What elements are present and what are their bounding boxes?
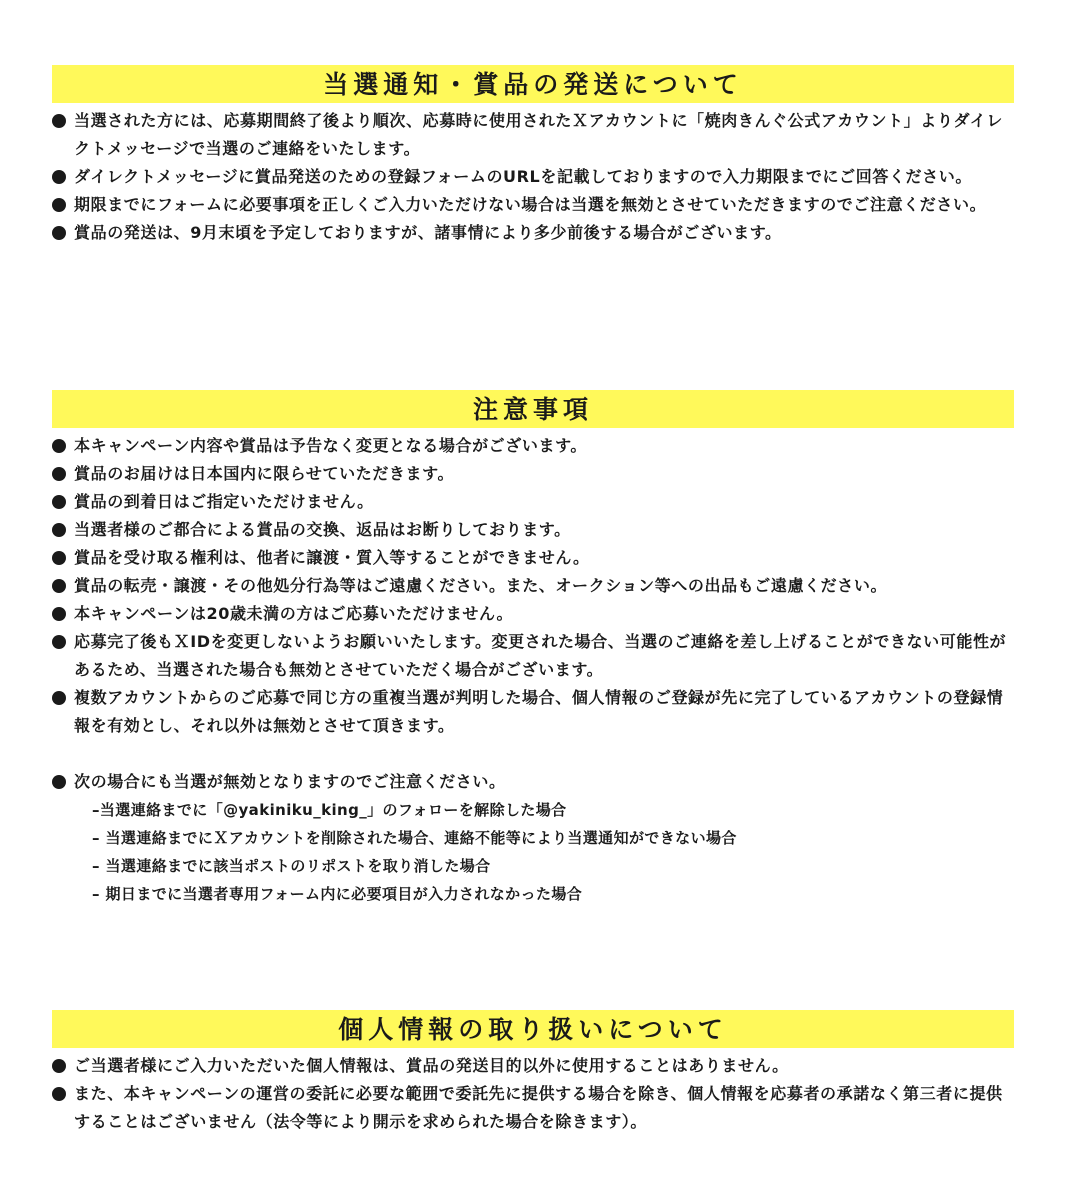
list-item bbox=[52, 191, 1014, 219]
list-item bbox=[52, 107, 1014, 163]
bullet-icon bbox=[52, 579, 66, 593]
bullet-list bbox=[52, 1052, 1014, 1136]
section-notes bbox=[52, 390, 1014, 908]
list-item bbox=[52, 572, 1014, 600]
bullet-list bbox=[52, 107, 1014, 247]
list-item-text: 当選者様のご都合による賞品の交換、返品はお断りしております。 bbox=[74, 520, 571, 539]
list-item-text: ダイレクトメッセージに賞品発送のための登録フォームのURLを記載しておりますので入力期限までにご回答ください。 bbox=[74, 167, 972, 186]
list-item-text: また、本キャンペーンの運営の委託に必要な範囲で委託先に提供する場合を除き、個人情報を応募者の承諾なく第三者に提供することはございません（法令等により開示を求められた場合を除きます）。 bbox=[74, 1084, 1003, 1131]
list-item-text: 賞品のお届けは日本国内に限らせていただきます。 bbox=[74, 464, 455, 483]
section-title: 個人情報の取り扱いについて bbox=[338, 1014, 728, 1044]
bullet-icon bbox=[52, 198, 66, 212]
list-item-text: 賞品を受け取る権利は、他者に譲渡・質入等することができません。 bbox=[74, 548, 590, 567]
list-item bbox=[52, 163, 1014, 191]
bullet-list bbox=[52, 432, 1014, 740]
bullet-icon bbox=[52, 551, 66, 565]
section-privacy bbox=[52, 1010, 1014, 1136]
list-item bbox=[52, 488, 1014, 516]
bullet-icon bbox=[52, 1059, 66, 1073]
list-item-text: ご当選者様にご入力いただいた個人情報は、賞品の発送目的以外に使用することはありません。 bbox=[74, 1056, 789, 1075]
section-heading-bar bbox=[52, 1010, 1014, 1048]
section-title: 当選通知・賞品の発送について bbox=[323, 69, 743, 99]
bullet-icon bbox=[52, 495, 66, 509]
list-item-text: 賞品の到着日はご指定いただけません。 bbox=[74, 492, 374, 511]
bullet-icon bbox=[52, 691, 66, 705]
list-item bbox=[52, 1052, 1014, 1080]
list-item bbox=[52, 1080, 1014, 1136]
list-item bbox=[52, 432, 1014, 460]
list-item-text: 本キャンペーンは20歳未満の方はご応募いただけません。 bbox=[74, 604, 514, 623]
list-item-text: 期限までにフォームに必要事項を正しくご入力いただけない場合は当選を無効とさせていただきますのでご注意ください。 bbox=[74, 195, 987, 214]
bullet-icon bbox=[52, 114, 66, 128]
bullet-icon bbox=[52, 170, 66, 184]
sub-list-item: –当選連絡までに「@yakiniku_king_」のフォローを解除した場合 bbox=[92, 801, 567, 819]
sub-list bbox=[52, 796, 1014, 908]
section-heading-bar bbox=[52, 390, 1014, 428]
bullet-icon bbox=[52, 775, 66, 789]
section-prize-notification bbox=[52, 65, 1014, 247]
list-item-text: 当選された方には、応募期間終了後より順次、応募時に使用されたＸアカウントに「焼肉きんぐ公式アカウント」よりダイレクトメッセージで当選のご連絡をいたします。 bbox=[74, 111, 1003, 158]
list-item bbox=[52, 460, 1014, 488]
list-item bbox=[52, 684, 1014, 740]
spacer bbox=[52, 740, 1014, 768]
list-item-text: 賞品の発送は、9月末頃を予定しておりますが、諸事情により多少前後する場合がございます。 bbox=[74, 223, 782, 242]
bullet-icon bbox=[52, 1087, 66, 1101]
section-title: 注意事項 bbox=[472, 394, 593, 424]
sub-list-item: – 当選連絡までにＸアカウントを削除された場合、連絡不能等により当選通知ができない場合 bbox=[92, 829, 737, 847]
list-item bbox=[52, 219, 1014, 247]
bullet-icon bbox=[52, 523, 66, 537]
list-item-text: 次の場合にも当選が無効となりますのでご注意ください。 bbox=[74, 772, 506, 791]
list-item bbox=[52, 516, 1014, 544]
list-item-text: 複数アカウントからのご応募で同じ方の重複当選が判明した場合、個人情報のご登録が先に完了しているアカウントの登録情報を有効とし、それ以外は無効とさせて頂きます。 bbox=[74, 688, 1004, 735]
section-heading-bar bbox=[52, 65, 1014, 103]
bullet-icon bbox=[52, 607, 66, 621]
bullet-icon bbox=[52, 226, 66, 240]
sub-list-item: – 期日までに当選者専用フォーム内に必要項目が入力されなかった場合 bbox=[92, 885, 583, 903]
list-item bbox=[52, 628, 1014, 684]
list-item bbox=[52, 768, 1014, 796]
bullet-icon bbox=[52, 467, 66, 481]
list-item bbox=[52, 544, 1014, 572]
sub-list-item: – 当選連絡までに該当ポストのリポストを取り消した場合 bbox=[92, 857, 491, 875]
list-item bbox=[52, 600, 1014, 628]
list-item-text: 賞品の転売・譲渡・その他処分行為等はご遠慮ください。また、オークション等への出品もご遠慮ください。 bbox=[74, 576, 888, 595]
bullet-icon bbox=[52, 439, 66, 453]
bullet-icon bbox=[52, 635, 66, 649]
list-item-text: 応募完了後もＸIDを変更しないようお願いいたします。変更された場合、当選のご連絡を差し上げることができない可能性があるため、当選された場合も無効とさせていただく場合がございます。 bbox=[74, 632, 1007, 679]
list-item-text: 本キャンペーン内容や賞品は予告なく変更となる場合がございます。 bbox=[74, 436, 588, 455]
bullet-list bbox=[52, 768, 1014, 796]
